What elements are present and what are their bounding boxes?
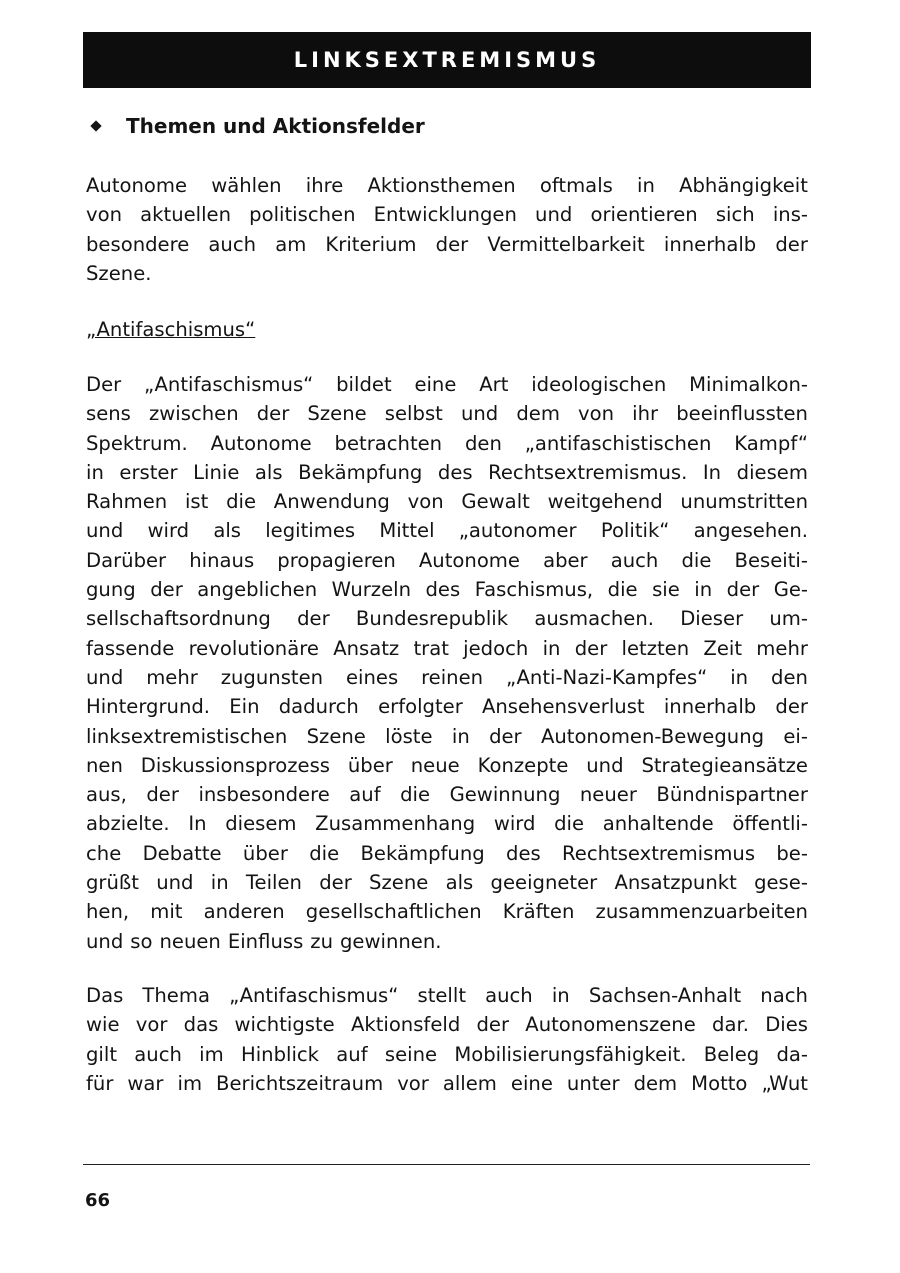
text-line: Spektrum. Autonome betrachten den „antifaschistischen Kampf“ — [86, 431, 808, 455]
text-line: Autonome wählen ihre Aktionsthemen oftmals in Abhängigkeit — [86, 174, 808, 197]
text-line: und mehr zugunsten eines reinen „Anti-Nazi-Kampfes“ in den — [86, 665, 808, 689]
text-line: sellschaftsordnung der Bundesrepublik ausmachen. Dieser um- — [86, 607, 808, 631]
text-line: wie vor das wichtigste Aktionsfeld der Autonomenszene dar. Dies — [86, 1013, 808, 1037]
body-paragraph-1 — [86, 370, 808, 956]
text-line: in erster Linie als Bekämpfung des Rechtsextremismus. In diesem — [86, 460, 808, 484]
text-line: Rahmen ist die Anwendung von Gewalt weitgehend unumstritten — [86, 490, 808, 514]
text-line: besondere auch am Kriterium der Vermittelbarkeit innerhalb der — [86, 232, 808, 256]
text-line: nen Diskussionsprozess über neue Konzepte und Strategieansätze — [86, 753, 808, 777]
text-line: von aktuellen politischen Entwicklungen und orientieren sich ins- — [86, 203, 808, 227]
text-line: sens zwischen der Szene selbst und dem von ihr beeinflussten — [86, 402, 808, 426]
text-line: grüßt und in Teilen der Szene als geeigneter Ansatzpunkt gese- — [86, 871, 808, 895]
text-line: che Debatte über die Bekämpfung des Rechtsextremismus be- — [86, 841, 808, 865]
chapter-title: LINKSEXTREMISMUS — [293, 48, 601, 72]
text-line: linksextremistischen Szene löste in der Autonomen-Bewegung ei- — [86, 724, 808, 748]
diamond-icon — [90, 120, 101, 131]
subheading-antifaschismus: „Antifaschismus“ — [86, 318, 256, 341]
page-number: 66 — [85, 1190, 111, 1211]
intro-paragraph — [86, 171, 808, 288]
text-line: abzielte. In diesem Zusammenhang wird die anhaltende öffentli- — [86, 812, 808, 836]
text-line: fassende revolutionäre Ansatz trat jedoch in der letzten Zeit mehr — [86, 636, 808, 660]
text-line: gilt auch im Hinblick auf seine Mobilisierungsfähigkeit. Beleg da- — [86, 1042, 808, 1066]
text-line: und so neuen Einfluss zu gewinnen. — [86, 929, 442, 953]
text-line: für war im Berichtszeitraum vor allem eine unter dem Motto „Wut — [86, 1071, 808, 1095]
footer-divider — [83, 1164, 810, 1165]
text-line: aus, der insbesondere auf die Gewinnung neuer Bündnispartner — [86, 783, 808, 807]
text-line: hen, mit anderen gesellschaftlichen Kräften zusammenzuarbeiten — [86, 900, 808, 924]
text-line: Szene. — [86, 261, 152, 285]
chapter-header — [83, 32, 811, 88]
text-line: Hintergrund. Ein dadurch erfolgter Ansehensverlust innerhalb der — [86, 695, 808, 719]
section-heading-text: Themen und Aktionsfelder — [126, 114, 425, 138]
text-line: Darüber hinaus propagieren Autonome aber auch die Beseiti- — [86, 548, 808, 572]
text-line: Das Thema „Antifaschismus“ stellt auch in Sachsen-Anhalt nach — [86, 984, 808, 1007]
body-paragraph-2 — [86, 981, 808, 1098]
section-heading — [86, 114, 425, 138]
text-line: gung der angeblichen Wurzeln des Faschismus, die sie in der Ge- — [86, 578, 808, 602]
text-line: Der „Antifaschismus“ bildet eine Art ideologischen Minimalkon- — [86, 373, 808, 396]
text-line: und wird als legitimes Mittel „autonomer Politik“ angesehen. — [86, 519, 808, 543]
